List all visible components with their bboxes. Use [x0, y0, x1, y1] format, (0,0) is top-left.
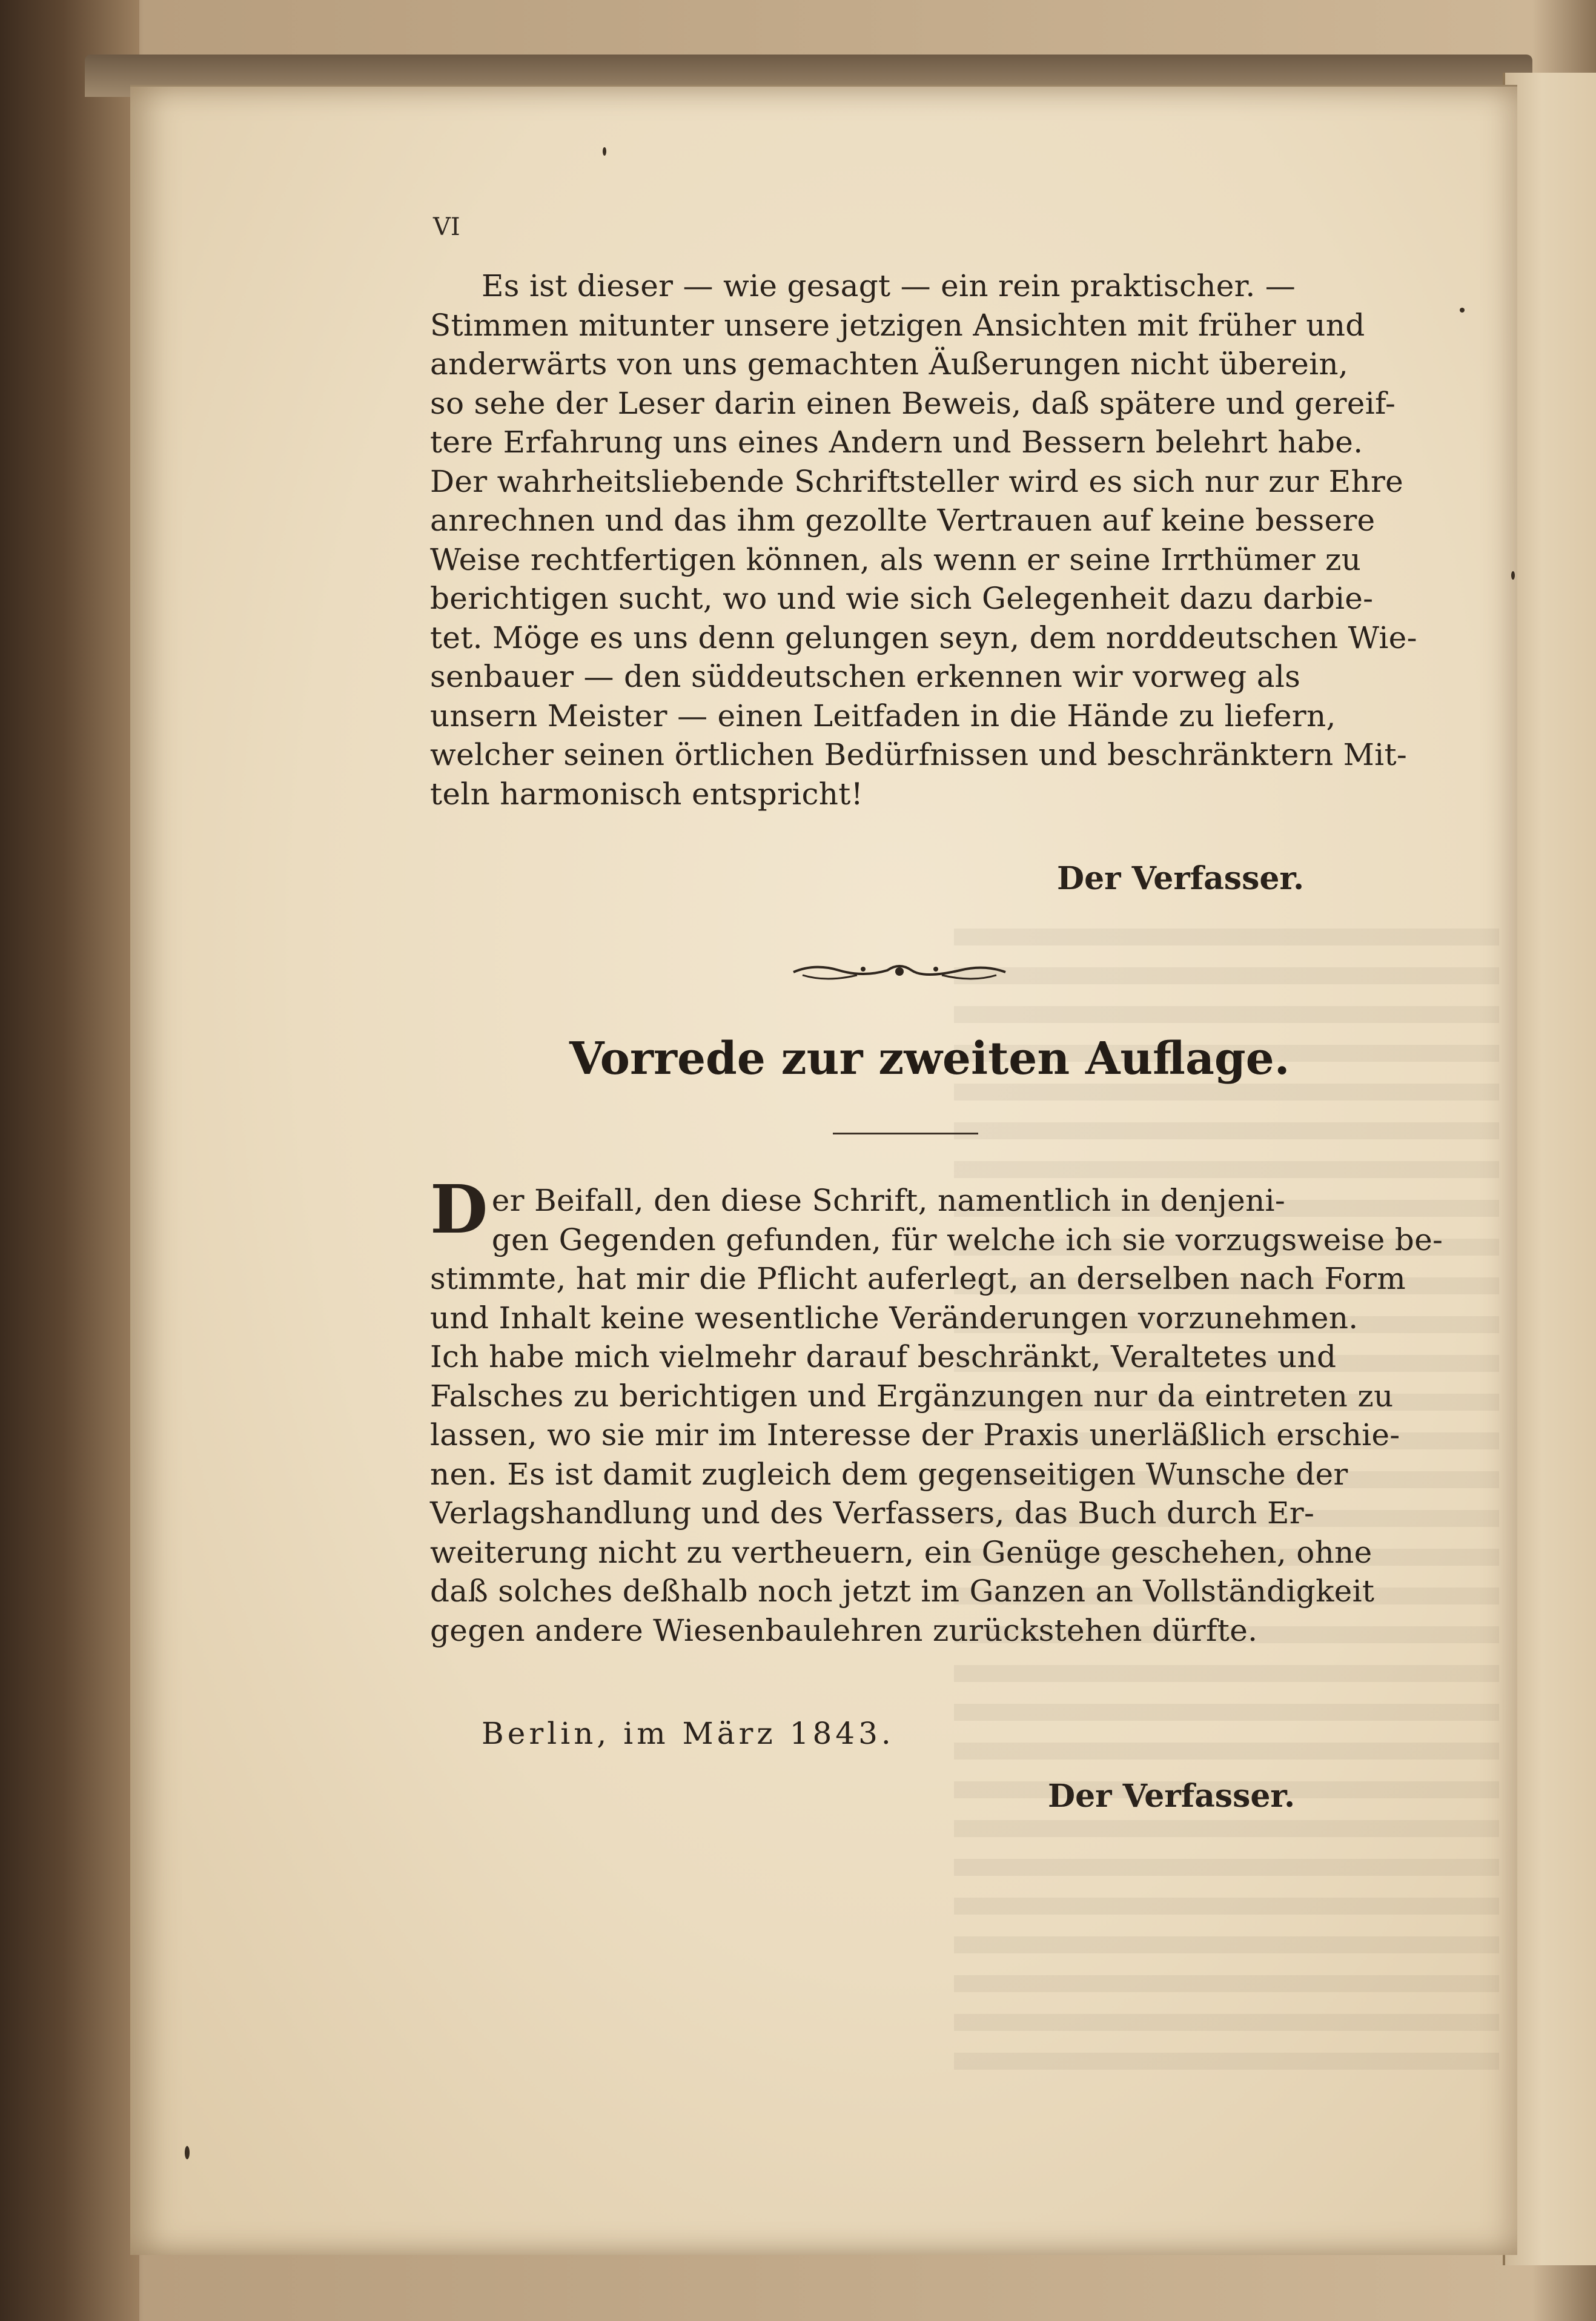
text-line: daß solches deßhalb noch jetzt im Ganzen an Vollständigkeit: [430, 1574, 1375, 1609]
second-preface-text: [430, 1170, 1443, 1650]
book-binding-left: [0, 0, 139, 2321]
text-line: welcher seinen örtlichen Bedürfnissen und beschränktern Mit-: [430, 737, 1408, 772]
section-heading: Vorrede zur zweiten Auflage.: [569, 1033, 1290, 1085]
paper-speck: [1460, 308, 1465, 313]
text-line: anrechnen und das ihm gezollte Vertrauen auf keine bessere: [430, 503, 1376, 538]
place-date-block: [430, 1714, 1363, 1753]
text-line: Falsches zu berichtigen und Ergänzungen nur da eintreten zu: [430, 1378, 1394, 1414]
text-line: unsern Meister — einen Leitfaden in die Hände zu liefern,: [430, 698, 1336, 733]
drop-cap: D: [430, 1170, 488, 1248]
text-line: tet. Möge es uns denn gelungen seyn, dem norddeutschen Wie-: [430, 620, 1417, 655]
text-line: Es ist dieser — wie gesagt — ein rein praktischer. —: [482, 268, 1296, 303]
text-line: er Beifall, den diese Schrift, namentlich in denjeni-: [491, 1183, 1286, 1218]
paper-speck: [603, 147, 606, 156]
text-line: so sehe der Leser darin einen Beweis, daß spätere und gereif-: [430, 385, 1396, 421]
text-line: gegen andere Wiesenbaulehren zurückstehen dürfte.: [430, 1612, 1258, 1648]
text-line: weiterung nicht zu vertheuern, ein Genüge geschehen, ohne: [430, 1534, 1372, 1570]
text-line: Stimmen mitunter unsere jetzigen Ansichten mit früher und: [430, 307, 1365, 343]
text-line: tere Erfahrung uns eines Andern und Bessern belehrt habe.: [430, 425, 1363, 460]
text-line: Verlagshandlung und des Verfassers, das Buch durch Er-: [430, 1495, 1315, 1531]
text-line: Ich habe mich vielmehr darauf beschränkt, Veraltetes und: [430, 1339, 1337, 1374]
paper-speck: [185, 2146, 190, 2159]
text-line: berichtigen sucht, wo und wie sich Gelegenheit dazu darbie-: [430, 581, 1374, 616]
text-line: gen Gegenden gefunden, für welche ich sie vorzugsweise be-: [491, 1222, 1443, 1257]
paper-speck: [1511, 571, 1515, 580]
preface-end-text: [430, 267, 1417, 813]
text-line: nen. Es ist damit zugleich dem gegenseitigen Wunsche der: [430, 1456, 1348, 1492]
page-number: VI: [433, 213, 460, 241]
ornament-divider: [790, 957, 1008, 987]
preface-signature: Der Verfasser.: [1057, 860, 1305, 897]
text-line: stimmte, hat mir die Pflicht auferlegt, an derselben nach Form: [430, 1261, 1406, 1296]
text-line: Weise rechtfertigen können, als wenn er seine Irrthümer zu: [430, 541, 1362, 577]
text-line: Der wahrheitsliebende Schriftsteller wird es sich nur zur Ehre: [430, 463, 1404, 499]
heading-rule: [833, 1133, 978, 1134]
text-line: lassen, wo sie mir im Interesse der Praxis unerläßlich erschie-: [430, 1417, 1400, 1452]
second-preface-signature: Der Verfasser.: [1048, 1778, 1296, 1815]
text-line: teln harmonisch entspricht!: [430, 776, 864, 812]
text-line: und Inhalt keine wesentliche Veränderungen vorzunehmen.: [430, 1300, 1359, 1336]
text-line: senbauer — den süddeutschen erkennen wir vorweg als: [430, 659, 1301, 694]
text-line: anderwärts von uns gemachten Äußerungen nicht überein,: [430, 346, 1349, 382]
place-date: Berlin, im März 1843.: [482, 1716, 895, 1751]
